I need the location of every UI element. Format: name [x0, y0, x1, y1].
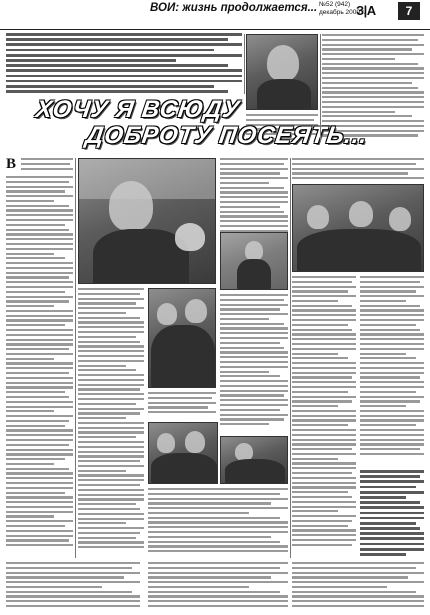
article-closing: [360, 470, 424, 558]
issue-date: декабрь 2009 г.: [319, 8, 366, 16]
bottom-photo-left: [148, 422, 218, 484]
column-rule: [320, 34, 321, 142]
text-column: [148, 392, 216, 416]
drop-cap: В: [6, 156, 17, 172]
text-column: [6, 176, 73, 558]
section-title: ВОИ: жизнь продолжается...: [150, 2, 318, 14]
text-column: [6, 562, 140, 610]
text-column: [292, 562, 424, 610]
column-rule: [244, 34, 245, 94]
column-rule: [290, 158, 291, 558]
issue-number: №52 (942): [319, 1, 351, 8]
headline-line-2: ДОБРОТУ ПОСЕЯТЬ...: [84, 122, 370, 149]
text-column: [292, 276, 356, 558]
group-photo: [148, 288, 216, 388]
main-photo: [78, 158, 216, 284]
text-column: [220, 294, 288, 432]
text-column: [292, 158, 424, 182]
headline: [0, 96, 430, 154]
text-column: [148, 562, 288, 610]
text-column: [78, 288, 144, 558]
stairs-photo: [220, 232, 288, 290]
headline-line-1: ХОЧУ Я ВСЮДУ: [34, 96, 242, 123]
bottom-photo-right: [220, 436, 288, 484]
newspaper-logo: З|А: [356, 3, 376, 18]
article-lead: [6, 33, 242, 93]
column-rule: [75, 158, 76, 558]
text-column: [148, 488, 288, 558]
page-number: 7: [398, 2, 420, 20]
meeting-photo: [292, 184, 424, 272]
text-column: [21, 158, 73, 174]
masthead: [0, 0, 430, 30]
text-column: [360, 276, 424, 466]
